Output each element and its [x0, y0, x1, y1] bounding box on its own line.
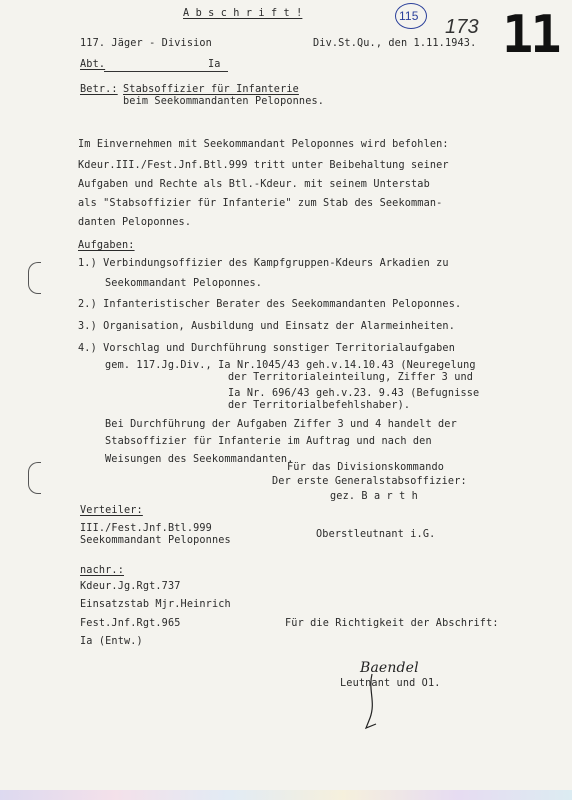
signoff-rank: Oberstleutnant i.G. — [316, 529, 436, 540]
signoff-line: Der erste Generalstabsoffizier: — [272, 476, 467, 487]
page-number: 11 — [502, 5, 559, 65]
dept-value: Ia — [208, 59, 221, 70]
closing-line: Bei Durchführung der Aufgaben Ziffer 3 und 4 handelt der — [105, 419, 457, 430]
certification-text: Für die Richtigkeit der Abschrift: — [285, 618, 499, 629]
punch-hole — [28, 262, 41, 294]
handwritten-signature: Baendel — [360, 660, 419, 676]
intro-text: Im Einvernehmen mit Seekommandant Peloponnes wird befohlen: — [78, 139, 449, 150]
cc-heading: nachr.: — [80, 565, 124, 576]
cc-item: Einsatzstab Mjr.Heinrich — [80, 599, 231, 610]
cc-item: Kdeur.Jg.Rgt.737 — [80, 581, 181, 592]
scan-edge-strip — [0, 790, 572, 800]
division-name: 117. Jäger - Division — [80, 38, 212, 49]
task-item: 3.) Organisation, Ausbildung und Einsatz der Alarmeinheiten. — [78, 321, 456, 332]
punch-hole — [28, 462, 41, 494]
body-line: als "Stabsoffizier für Infanterie" zum Stab des Seekomman- — [78, 198, 443, 209]
subject-line: Stabsoffizier für Infanterie — [123, 84, 299, 95]
subject-line: beim Seekommandanten Peloponnes. — [123, 96, 325, 107]
distribution-heading: Verteiler: — [80, 505, 143, 516]
task-item-continued: Seekommandant Peloponnes. — [105, 278, 263, 289]
cc-item: Ia (Entw.) — [80, 636, 143, 647]
certification-rank: Leutnant und O1. — [340, 678, 441, 689]
dept-underline — [104, 71, 228, 72]
cc-item: Fest.Jnf.Rgt.965 — [80, 618, 181, 629]
task-item-continued: der Territorialbefehlshaber). — [228, 400, 411, 411]
place-date: Div.St.Qu., den 1.11.1943. — [313, 38, 477, 49]
tasks-heading: Aufgaben: — [78, 240, 135, 251]
dept-label: Abt. — [80, 59, 106, 70]
body-line: Kdeur.III./Fest.Jnf.Btl.999 tritt unter Beibehaltung seiner — [78, 160, 449, 171]
document-title: A b s c h r i f t ! — [183, 8, 303, 19]
body-line: Aufgaben und Rechte als Btl.-Kdeur. mit seinem Unterstab — [78, 179, 430, 190]
task-item: 4.) Vorschlag und Durchführung sonstiger Territorialaufgaben — [78, 343, 456, 354]
distribution-item: Seekommandant Peloponnes — [80, 535, 231, 546]
task-item: 1.) Verbindungsoffizier des Kampfgruppen-Kdeurs Arkadien zu — [78, 258, 449, 269]
task-item: 2.) Infanteristischer Berater des Seekommandanten Peloponnes. — [78, 299, 462, 310]
closing-line: Stabsoffizier für Infanterie im Auftrag und nach den — [105, 436, 432, 447]
subject-label: Betr.: — [80, 84, 118, 95]
folio-number: 173 — [445, 16, 479, 38]
task-item-continued: gem. 117.Jg.Div., Ia Nr.1045/43 geh.v.14.10.43 (Neuregelung — [105, 360, 476, 371]
signoff-signature: gez. B a r t h — [330, 491, 418, 502]
task-item-continued: Ia Nr. 696/43 geh.v.23. 9.43 (Befugnisse — [228, 388, 480, 399]
distribution-item: III./Fest.Jnf.Btl.999 — [80, 523, 212, 534]
closing-line: Weisungen des Seekommandanten. — [105, 454, 294, 465]
signoff-line: Für das Divisionskommando — [287, 462, 445, 473]
task-item-continued: der Territorialeinteilung, Ziffer 3 und — [228, 372, 474, 383]
archive-stamp-number: 115 — [399, 9, 419, 23]
body-line: danten Peloponnes. — [78, 217, 192, 228]
